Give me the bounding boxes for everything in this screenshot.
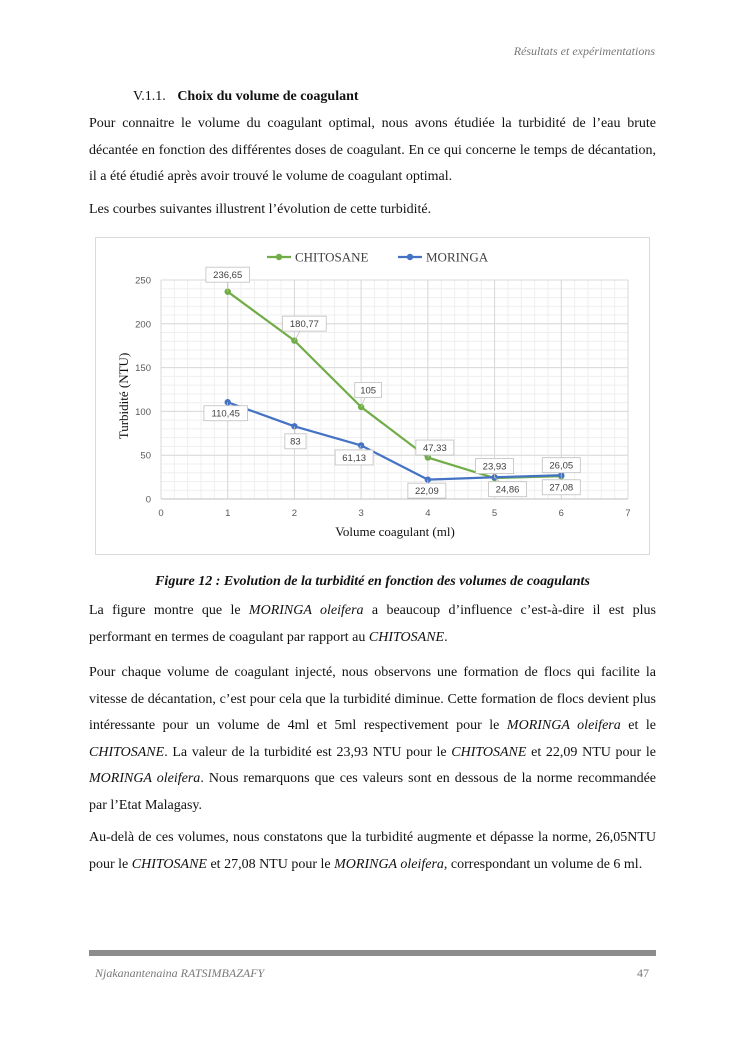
x-tick-label: 5 xyxy=(491,508,498,519)
y-tick-label: 150 xyxy=(135,363,151,375)
x-tick-label: 6 xyxy=(558,508,564,519)
page-number: 47 xyxy=(637,966,649,980)
data-label: 22,09 xyxy=(414,486,439,498)
data-point-moringa xyxy=(225,399,231,405)
y-axis-title: Turbidité (NTU) xyxy=(116,352,131,440)
y-tick-label: 50 xyxy=(140,450,151,462)
discussion-paragraph-3: Au-delà de ces volumes, nous constatons que la turbidité augmente et dépasse la norme, 26,05NTU pour le CHITOSANE et 27,08 NTU pour le MORINGA oleifera, correspondant un volume de 6 ml. xyxy=(89,830,656,872)
y-tick-label: 200 xyxy=(135,319,151,331)
y-tick-label: 250 xyxy=(135,275,151,287)
data-label: 23,93 xyxy=(482,461,507,473)
x-tick-label: 4 xyxy=(425,508,431,519)
discussion-paragraph-2: Pour chaque volume de coagulant injecté, nous observons une formation de flocs qui facilite la vitesse de décantation, c’est pour cela que la turbidité diminue. Cette formation de flocs devient plus intéressante pour un volume de 4ml et 5ml respectivement pour le MORINGA oleifera et le CHITOSANE. La valeur de la turbidité est 23,93 NTU pour le CHITOSANE et 22,09 NTU pour le MORINGA oleifera. Nous remarquons que ces valeurs sont en dessous de la norme recommandée par l’Etat Malagasy. xyxy=(89,665,656,813)
y-tick-label: 100 xyxy=(135,406,151,418)
section-heading xyxy=(133,89,359,105)
discussion-paragraph-1: La figure montre que le MORINGA oleifera a beaucoup d’influence c’est-à-dire il est plus performant en termes de coagulant par rapport au CHITOSANE. xyxy=(89,603,657,645)
data-label: 236,65 xyxy=(213,270,243,282)
series-group xyxy=(225,288,565,482)
intro-paragraph: Pour connaitre le volume du coagulant optimal, nous avons étudiée la turbidité de l’eau brute décantée en fonction des différentes doses de coagulant. En ce qui concerne le temps de décantation, il a été étudié après avoir trouvé le volume de coagulant optimal. xyxy=(89,116,656,184)
turbidity-chart xyxy=(95,237,650,555)
data-label: 105 xyxy=(360,385,377,397)
data-label: 83 xyxy=(290,436,301,448)
x-axis-title: Volume coagulant (ml) xyxy=(335,524,455,539)
data-label: 180,77 xyxy=(289,319,319,331)
data-label: 47,33 xyxy=(422,442,447,454)
data-label: 61,13 xyxy=(342,452,367,464)
data-label: 26,05 xyxy=(549,460,574,472)
chart-legend xyxy=(267,250,489,265)
x-tick-label: 7 xyxy=(625,508,631,519)
x-tick-label: 3 xyxy=(358,508,364,519)
legend-label: MORINGA xyxy=(426,249,489,265)
x-tick-label: 2 xyxy=(291,508,298,519)
data-label: 27,08 xyxy=(549,482,574,494)
intro-sentence: Les courbes suivantes illustrent l’évolution de cette turbidité. xyxy=(89,202,432,217)
data-label: 110,45 xyxy=(211,408,240,420)
running-header: Résultats et expérimentations xyxy=(513,44,655,58)
x-tick-label: 0 xyxy=(158,508,164,519)
data-point-chitosane xyxy=(291,337,297,343)
data-point-chitosane xyxy=(358,404,364,410)
footer-author: Njakanantenaina RATSIMBAZAFY xyxy=(95,966,265,980)
chart-svg xyxy=(96,238,649,554)
y-tick-label: 0 xyxy=(145,494,151,506)
data-label: 24,86 xyxy=(495,484,520,496)
section-number: V.1.1. xyxy=(133,89,166,104)
section-title: Choix du volume de coagulant xyxy=(177,89,359,104)
x-tick-label: 1 xyxy=(225,508,231,519)
legend-marker xyxy=(276,254,282,260)
legend-marker xyxy=(407,254,413,260)
legend-label: CHITOSANE xyxy=(295,249,369,265)
footer-rule xyxy=(89,950,656,956)
figure-caption: Figure 12 : Evolution de la turbidité en fonction des volumes de coagulants xyxy=(155,574,590,589)
